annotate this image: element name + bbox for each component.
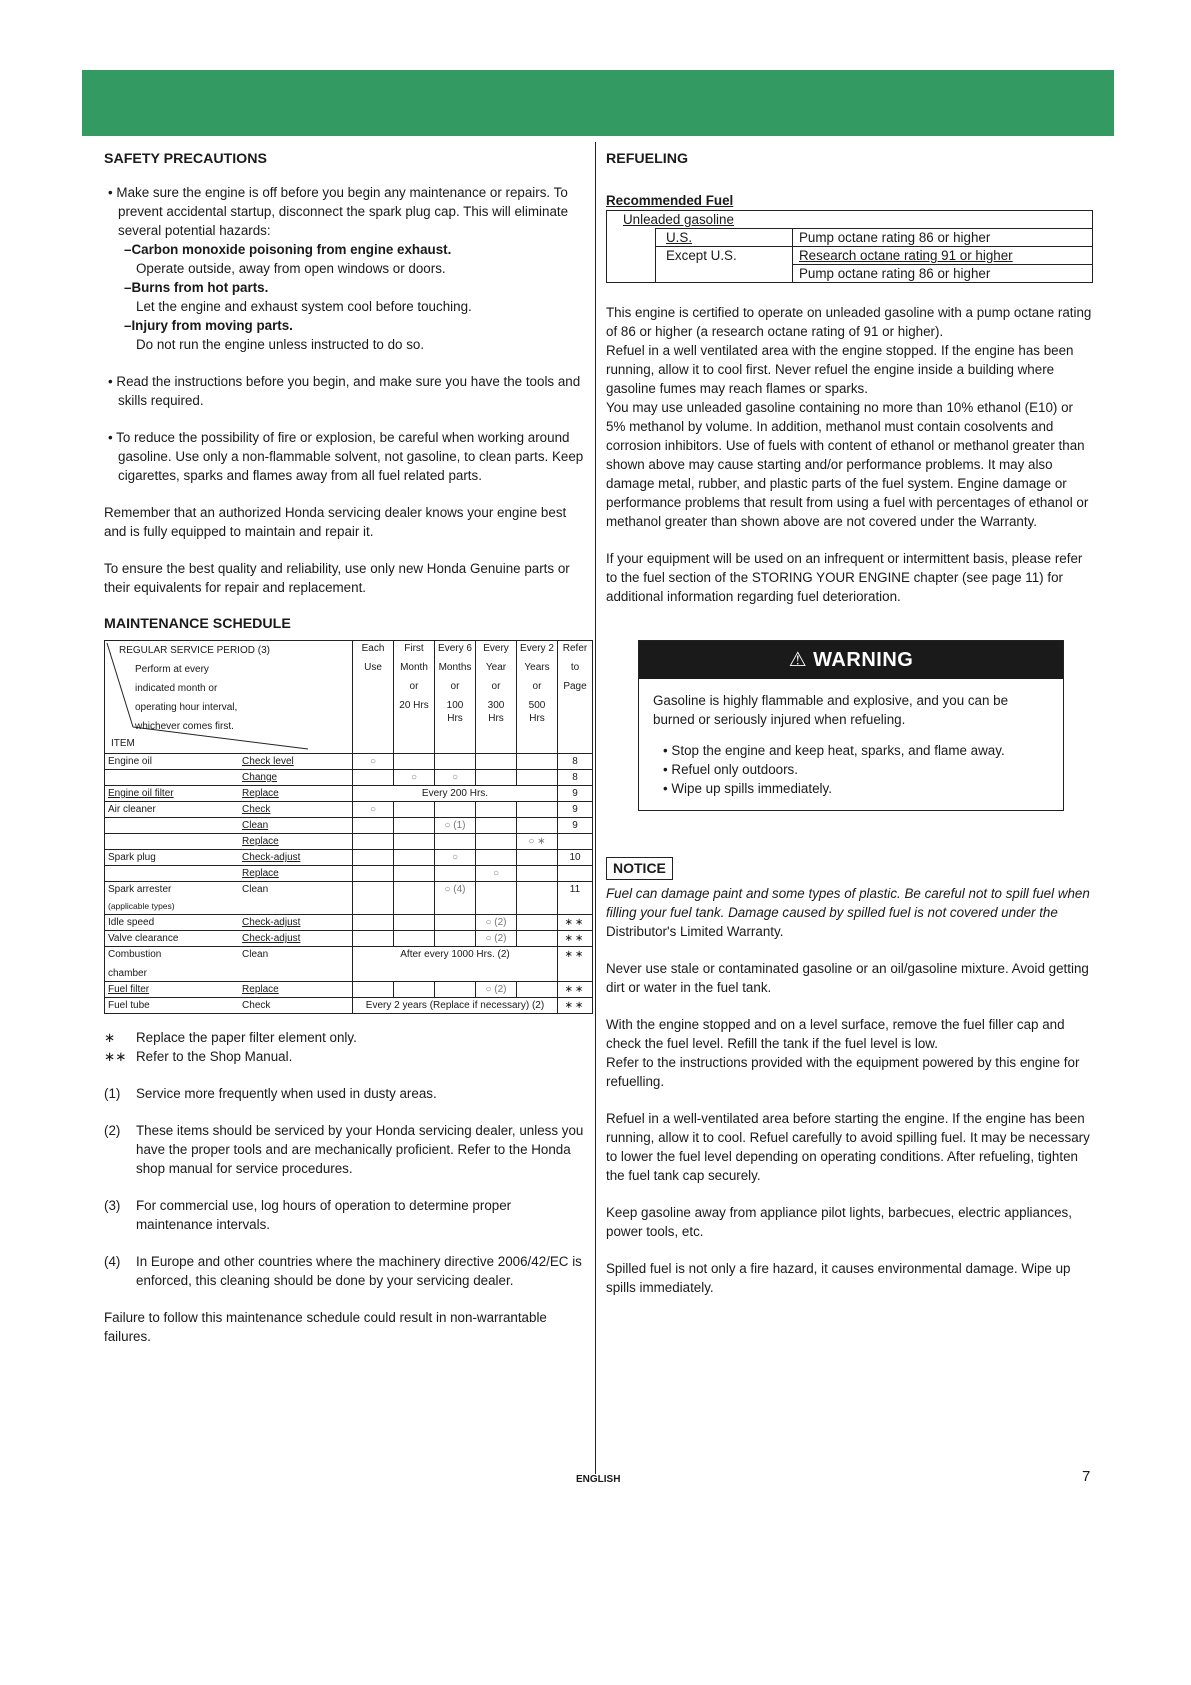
warning-box <box>638 640 1064 811</box>
maintenance-title: MAINTENANCE SCHEDULE <box>104 616 291 632</box>
fuel-table: Unleaded gasoline U.S. Pump octane rating 86 or higher Except U.S. Research octane rating 91 or higher Pump octane rating 86 or higher <box>606 210 1093 283</box>
note-3: (3) For commercial use, log hours of operation to determine proper maintenance intervals. <box>104 1198 512 1232</box>
fuel-paragraph-9: Keep gasoline away from appliance pilot lights, barbecues, electric appliances, power tools, etc. <box>606 1205 1072 1239</box>
fuel-paragraph-5: Never use stale or contaminated gasoline or an oil/gasoline mixture. Avoid getting dirt or water in the fuel tank. <box>606 961 1089 995</box>
col-each-use: Each Use <box>353 641 394 754</box>
notice-text: Fuel can damage paint and some types of plastic. Be careful not to spill fuel when filling your fuel tank. Damage caused by spilled fuel is not covered under the Distributor's Limited Warranty. <box>606 886 1090 939</box>
warning-item: • Stop the engine and keep heat, sparks, and flame away. <box>663 743 1005 758</box>
fuel-paragraph-3: You may use unleaded gasoline containing no more than 10% ethanol (E10) or 5% methanol by volume. In addition, methanol must contain cosolvents and corrosion inhibitors. Use of fuels with content of ethanol or methanol greater than shown above may cause starting and/or performance problems. It may also damage metal, rubber, and plastic parts of the fuel system. Engine damage or performance problems that result from using a fuel with percentages of ethanol or methanol greater than shown above are not covered under the Warranty. <box>606 400 1089 529</box>
table-row: Idle speed Check-adjust ○ (2) ∗∗ <box>105 915 593 931</box>
col-first-month: First Month or 20 Hrs <box>394 641 435 754</box>
header-diagonal <box>105 641 310 751</box>
footnotes: ∗ Replace the paper filter element only. ∗∗ Refer to the Shop Manual. (1) Service more frequently when used in dusty areas. (2) These items should be serviced by your Honda servicing dealer, unless you have the proper tools and are mechanically proficient. Refer to the Honda shop manual for service procedures. (3) For commercial use, log hours of operation to determine proper maintenance intervals. (4) In Europe and other countries where the machinery directive 2006/42/EC is enforced, this cleaning should be done by your servicing dealer. Failure to follow this maintenance schedule could result in non-warrantable failures. <box>104 1028 589 1346</box>
service-period-header: REGULAR SERVICE PERIOD (3) Perform at every indicated month or operating hour interval, whichever comes first. ITEM <box>105 641 353 754</box>
safety-bullet-1: • Make sure the engine is off before you begin any maintenance or repairs. To prevent accidental startup, disconnect the spark plug cap. This will eliminate several potential hazards: <box>108 185 569 238</box>
safety-title: SAFETY PRECAUTIONS <box>104 151 267 167</box>
table-row: Change ○ ○ 8 <box>105 770 593 786</box>
table-row: Valve clearance Check-adjust ○ (2) ∗∗ <box>105 931 593 947</box>
col-every-year: Every Year or 300 Hrs <box>476 641 517 754</box>
table-row: Fuel filter Replace ○ (2) ∗∗ <box>105 982 593 998</box>
col-every-2-years: Every 2 Years or 500 Hrs <box>517 641 558 754</box>
language-label: ENGLISH <box>576 1474 621 1485</box>
warning-text: Gasoline is highly flammable and explosive, and you can be burned or seriously injured when refueling. <box>653 693 1009 727</box>
column-divider <box>595 142 596 1474</box>
table-row: Engine oil Check level ○ 8 <box>105 754 593 770</box>
fuel-paragraph-7: Refer to the instructions provided with the equipment powered by this engine for refuelling. <box>606 1055 1080 1089</box>
table-row: Spark arrester (applicable types) Clean ○ (4) 11 <box>105 882 593 915</box>
table-row: Replace ○ <box>105 866 593 882</box>
fuel-paragraph-10: Spilled fuel is not only a fire hazard, it causes environmental damage. Wipe up spills immediately. <box>606 1261 1071 1295</box>
note-1: (1) Service more frequently when used in dusty areas. <box>104 1086 437 1101</box>
left-column <box>104 150 589 1346</box>
page-number: 7 <box>1082 1468 1091 1485</box>
table-row: Spark plug Check-adjust ○ 10 <box>105 850 593 866</box>
genuine-parts-paragraph: To ensure the best quality and reliability, use only new Honda Genuine parts or their equivalents for repair and replacement. <box>104 561 570 595</box>
notice-tag: NOTICE <box>606 857 673 880</box>
col-refer-page: Refer to Page <box>558 641 593 754</box>
hazard-1: –Carbon monoxide poisoning from engine exhaust. Operate outside, away from open windows or doors. <box>124 242 452 276</box>
table-row: Replace ○ ∗ <box>105 834 593 850</box>
right-column <box>606 150 1093 1297</box>
hazard-2: –Burns from hot parts. Let the engine and exhaust system cool before touching. <box>124 280 472 314</box>
table-row: Combustion chamber Clean After every 1000 Hrs. (2) ∗∗ <box>105 947 593 982</box>
safety-bullet-3: • To reduce the possibility of fire or explosion, be careful when working around gasoline. Use only a non-flammable solvent, not gasoline, to clean parts. Keep cigarettes, sparks and flames away from all fuel related parts. <box>108 430 584 483</box>
fuel-paragraph-4: If your equipment will be used on an infrequent or intermittent basis, please refer to the fuel section of the STORING YOUR ENGINE chapter (see page 11) for additional information regarding fuel deterioration. <box>606 551 1083 604</box>
fuel-paragraph-6: With the engine stopped and on a level surface, remove the fuel filler cap and check the fuel level. Refill the tank if the fuel level is low. <box>606 1017 1065 1051</box>
table-row: Engine oil filter Replace Every 200 Hrs. 9 <box>105 786 593 802</box>
fuel-paragraph-8: Refuel in a well-ventilated area before starting the engine. If the engine has been running, allow it to cool. Refuel carefully to avoid spilling fuel. It may be necessary to lower the fuel level depending on operating conditions. After refueling, tighten the fuel tank cap securely. <box>606 1111 1090 1183</box>
table-row: Clean ○ (1) 9 <box>105 818 593 834</box>
col-every-6-months: Every 6 Months or 100 Hrs <box>435 641 476 754</box>
fuel-paragraph-1: This engine is certified to operate on unleaded gasoline with a pump octane rating of 86 or higher (a research octane rating of 91 or higher). <box>606 305 1092 339</box>
dealer-paragraph: Remember that an authorized Honda servicing dealer knows your engine best and is fully equipped to maintain and repair it. <box>104 505 567 539</box>
maintenance-table <box>104 640 593 1014</box>
note-4: (4) In Europe and other countries where the machinery directive 2006/42/EC is enforced, this cleaning should be done by your servicing dealer. <box>104 1254 582 1288</box>
table-row: Air cleaner Check ○ 9 <box>105 802 593 818</box>
recommended-fuel-title: Recommended Fuel <box>606 193 734 208</box>
warning-list <box>653 741 1049 798</box>
table-row: Fuel tube Check Every 2 years (Replace if necessary) (2) ∗∗ <box>105 998 593 1014</box>
warning-item: • Wipe up spills immediately. <box>663 781 832 796</box>
refueling-title: REFUELING <box>606 151 688 167</box>
hazard-3: –Injury from moving parts. Do not run the engine unless instructed to do so. <box>124 318 425 352</box>
safety-bullet-2: • Read the instructions before you begin, and make sure you have the tools and skills required. <box>108 374 581 408</box>
failure-paragraph: Failure to follow this maintenance schedule could result in non-warrantable failures. <box>104 1310 547 1344</box>
warning-item: • Refuel only outdoors. <box>663 762 798 777</box>
fuel-paragraph-2: Refuel in a well ventilated area with the engine stopped. If the engine has been running, allow it to cool first. Never refuel the engine inside a building where gasoline fumes may reach flames or sparks. <box>606 343 1074 396</box>
warning-title: ⚠ WARNING <box>639 641 1063 679</box>
note-2: (2) These items should be serviced by your Honda servicing dealer, unless you have the proper tools and are mechanically proficient. Refer to the Honda shop manual for service procedures. <box>104 1123 584 1176</box>
header-banner <box>82 70 1114 136</box>
